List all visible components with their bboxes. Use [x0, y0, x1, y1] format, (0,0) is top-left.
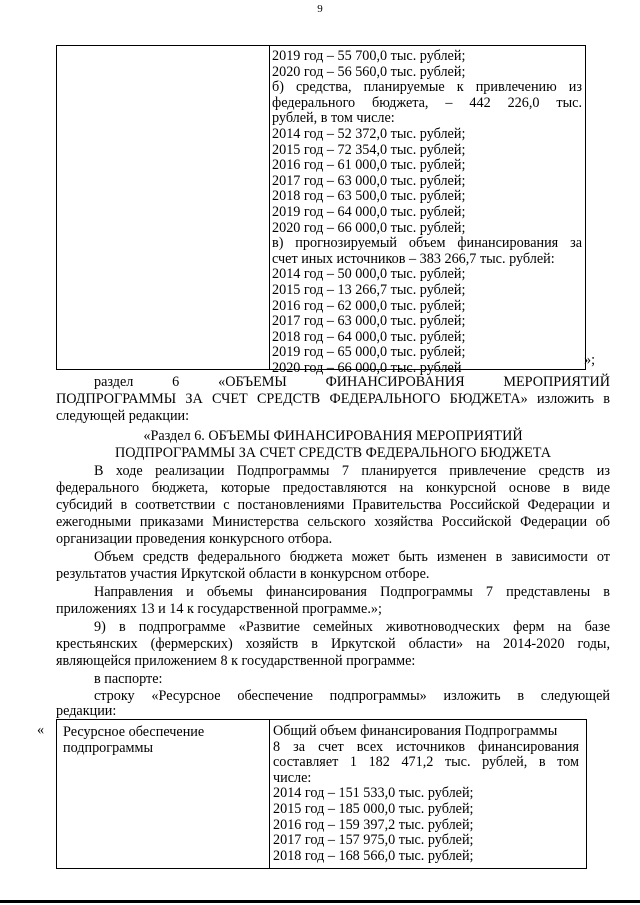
paragraph-line: Направления и объемы финансирования Подпрограммы 7 представлены в	[94, 584, 610, 600]
paragraph-line: субсидий в соответствии с постановлениями Правительства Российской Федерации и	[56, 497, 610, 513]
funding-details-cell	[272, 49, 582, 376]
paragraph-line: крестьянских (фермерских) хозяйств в Иркутской области» на 2014-2020 годы,	[56, 636, 610, 652]
row-label-cell	[63, 724, 263, 756]
table-line: 2015 год – 185 000,0 тыс. рублей;	[273, 800, 474, 817]
table-line: 2016 год – 62 000,0 тыс. рублей;	[272, 297, 466, 314]
paragraph-line: в паспорте:	[94, 671, 163, 687]
opening-quote: «	[37, 722, 45, 738]
table-line: 2020 год – 66 000,0 тыс. рублей;	[272, 219, 466, 236]
table-line: Общий объем финансирования Подпрограммы	[273, 723, 558, 739]
table-line: 2014 год – 151 533,0 тыс. рублей;	[273, 785, 474, 802]
table-line: б) средства, планируемые к привлечению из	[272, 79, 582, 96]
paragraph-line: федерального бюджета, которые предоставляются на конкурсной основе в виде	[56, 480, 610, 496]
table-line: счет иных источников – 383 266,7 тыс. рублей:	[272, 250, 555, 267]
resource-table	[56, 719, 587, 869]
paragraph-line: организации проведения конкурсного отбора.	[56, 531, 333, 547]
table-line: 2015 год – 13 266,7 тыс. рублей;	[272, 281, 466, 298]
table-line: рублей, в том числе:	[272, 110, 395, 127]
closing-quote: »;	[584, 352, 596, 368]
table-line: 2020 год – 56 560,0 тыс. рублей;	[272, 63, 466, 80]
table-line: 2020 год – 66 000,0 тыс. рублей	[272, 359, 462, 376]
table-line: 2017 год – 63 000,0 тыс. рублей;	[272, 172, 466, 189]
page-number: 9	[317, 3, 323, 15]
table-line: 2019 год – 64 000,0 тыс. рублей;	[272, 203, 466, 220]
table-line: 2019 год – 55 700,0 тыс. рублей;	[272, 48, 466, 64]
paragraph-line: 9) в подпрограмме «Развитие семейных животноводческих ферм на базе	[94, 619, 610, 635]
table-line: 2018 год – 63 500,0 тыс. рублей;	[272, 188, 466, 205]
paragraph-line: Объем средств федерального бюджета может быть изменен в зависимости от	[94, 549, 610, 565]
table-line: составляет 1 182 471,2 тыс. рублей, в том	[273, 754, 579, 771]
table-line: 2014 год – 50 000,0 тыс. рублей;	[272, 266, 466, 283]
paragraph-line: результатов участия Иркутской области в конкурсном отборе.	[56, 566, 430, 582]
table-line: 2015 год – 72 354,0 тыс. рублей;	[272, 141, 466, 158]
table-line: 8 за счет всех источников финансирования	[273, 738, 579, 755]
paragraph-line: приложениях 13 и 14 к государственной программе.»;	[56, 601, 382, 617]
funding-table-continued	[56, 45, 586, 376]
paragraph-line: ежегодными приказами Министерства сельского хозяйства Российской Федерации об	[56, 514, 610, 530]
paragraph-line: редакции:	[56, 703, 117, 719]
paragraph-line: ПОДПРОГРАММЫ ЗА СЧЕТ СРЕДСТВ ФЕДЕРАЛЬНОГО БЮДЖЕТА» изложить в	[56, 391, 610, 407]
table-line: Ресурсное обеспечение	[63, 724, 205, 740]
scan-edge-line	[0, 900, 640, 903]
column-divider	[269, 720, 270, 868]
table-line: 2018 год – 168 566,0 тыс. рублей;	[273, 847, 474, 864]
paragraph-line: В ходе реализации Подпрограммы 7 планируется привлечение средств из	[94, 463, 610, 479]
table-line: 2017 год – 157 975,0 тыс. рублей;	[273, 832, 474, 849]
funding-details-cell	[273, 724, 579, 864]
table-line: числе:	[273, 769, 312, 786]
column-divider	[269, 46, 270, 369]
table-line: 2017 год – 63 000,0 тыс. рублей;	[272, 313, 466, 330]
paragraph-line: являющейся приложением 8 к государственной программе:	[56, 653, 416, 669]
table-line: подпрограммы	[63, 740, 153, 756]
paragraph-line: строку «Ресурсное обеспечение подпрограммы» изложить в следующей	[94, 688, 610, 704]
table-line: 2019 год – 65 000,0 тыс. рублей;	[272, 344, 466, 361]
table-line: 2016 год – 159 397,2 тыс. рублей;	[273, 816, 474, 833]
paragraph-line: раздел 6 «ОБЪЕМЫ ФИНАНСИРОВАНИЯ МЕРОПРИЯТИЙ	[94, 374, 610, 390]
section-heading-line: «Раздел 6. ОБЪЕМЫ ФИНАНСИРОВАНИЯ МЕРОПРИЯТИЙ	[143, 428, 523, 444]
table-line: 2018 год – 64 000,0 тыс. рублей;	[272, 328, 466, 345]
paragraph-line: следующей редакции:	[56, 408, 190, 424]
table-line: в) прогнозируемый объем финансирования за	[272, 235, 582, 252]
table-line: 2016 год – 61 000,0 тыс. рублей;	[272, 157, 466, 174]
table-line: федерального бюджета, – 442 226,0 тыс.	[272, 94, 582, 111]
section-heading-line: ПОДПРОГРАММЫ ЗА СЧЕТ СРЕДСТВ ФЕДЕРАЛЬНОГО БЮДЖЕТА	[115, 445, 551, 461]
table-line: 2014 год – 52 372,0 тыс. рублей;	[272, 125, 466, 142]
